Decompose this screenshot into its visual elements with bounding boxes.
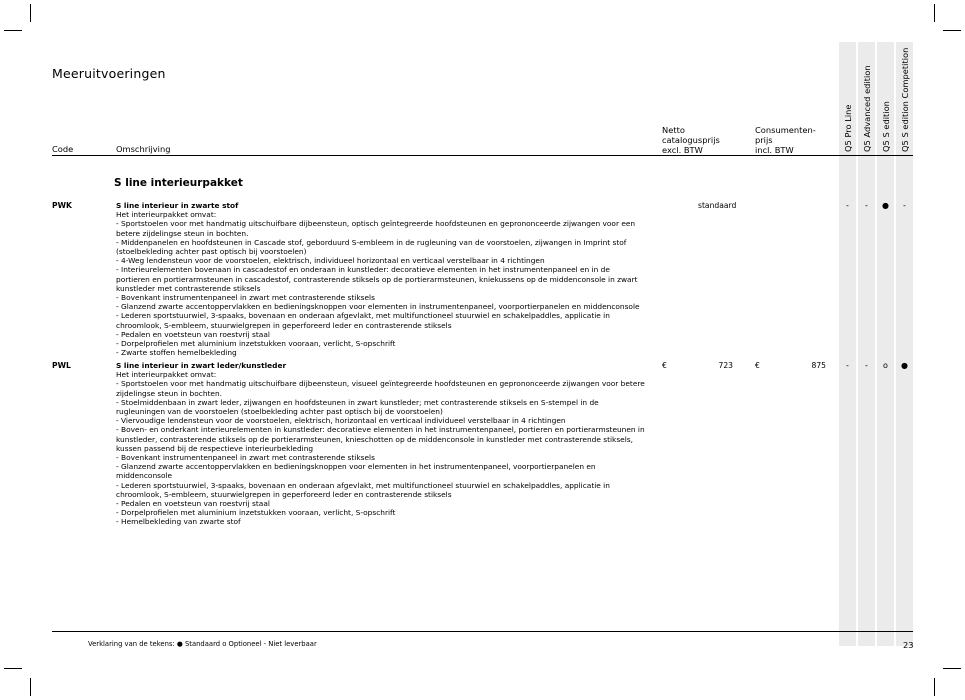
crop-mark (943, 668, 961, 669)
option-title: S line interieur in zwart leder/kunstleder (116, 361, 287, 370)
description-line: - 4-Weg lendensteun voor de voorstoelen, elektrisch, individueel horizontaal en verticaal verstelbaar in 4 richtingen (116, 256, 545, 266)
footer-divider (52, 631, 913, 632)
description-line: Het interieurpakket omvat: (116, 210, 217, 220)
section-title: S line interieurpakket (114, 177, 243, 189)
header-divider (52, 155, 913, 156)
netto-price: 723 (718, 361, 733, 370)
description-line: - Lederen sportstuurwiel, 3-spaaks, bovenaan en onderaan afgevlakt, met multifunctioneel stuurwiel en schakelpaddles, applicatie in chroomlook, S-embleem, stuurwielgrepen in geperforeerd leder en contrasterende stiksels (116, 480, 610, 499)
description-line: - Dorpelprofielen met aluminium inzetstukken vooraan, verlicht, S-opschrift (116, 508, 396, 518)
variant-label: Q5 S edition (881, 101, 891, 152)
description-line: - Bovenkant instrumentenpaneel in zwart met contrasterende stiksels (116, 293, 375, 303)
header-consumer-line: prijs (755, 135, 773, 145)
description-line: - Lederen sportstuurwiel, 3-spaaks, bovenaan en onderaan afgevlakt, met multifunctioneel stuurwiel en schakelpaddles, applicatie in chroomlook, S-embleem, stuurwielgrepen in geperforeerd leder en contrasterende stiksels (116, 311, 610, 330)
consumer-price: 875 (811, 361, 826, 370)
availability-mark: - (846, 201, 849, 210)
availability-mark: - (846, 361, 849, 370)
description-line: - Stoelmiddenbaan in zwart leder, zijwangen en hoofdsteunen in zwart kunstleder; met contrasterende stiksels en S-stempel in de rugleuningen van de voorstoelen (stoelbekleding achter past optisch bij de voorstoelen) (116, 397, 599, 417)
header-consumer-line: incl. BTW (755, 145, 794, 155)
description-line: - Bovenkant instrumentenpaneel in zwart met contrasterende stiksels (116, 453, 375, 463)
availability-mark: o (883, 361, 888, 370)
crop-mark (4, 30, 22, 31)
crop-mark (30, 678, 31, 696)
description-line: Het interieurpakket omvat: (116, 370, 217, 380)
header-consumer (755, 125, 816, 155)
header-omschrijving: Omschrijving (116, 144, 171, 154)
option-description (116, 361, 646, 527)
crop-mark (30, 4, 31, 22)
availability-mark: - (903, 201, 906, 210)
description-line: - Glanzend zwarte accentoppervlakken en bedieningsknoppen voor elementen in instrumentenpaneel, voorportierpanelen en middenconsole (116, 302, 640, 312)
crop-mark (934, 678, 935, 696)
availability-mark: - (865, 361, 868, 370)
option-code: PWL (52, 361, 71, 370)
crop-mark (934, 4, 935, 22)
description-line: - Pedalen en voetsteun van roestvrij staal (116, 329, 270, 339)
description-line: - Dorpelprofielen met aluminium inzetstukken vooraan, verlicht, S-opschrift (116, 339, 396, 349)
page-title: Meeruitvoeringen (52, 66, 166, 81)
header-netto-line: excl. BTW (662, 145, 703, 155)
description-line: - Sportstoelen voor met handmatig uitschuifbare dijbeensteun, visueel geïntegreerde hoofdsteunen en geprononceerde zijwangen voor betere zijdelingse steun in bochten. (116, 379, 645, 398)
page-number: 23 (903, 640, 914, 650)
crop-mark (943, 30, 961, 31)
option-title: S line interieur in zwarte stof (116, 201, 239, 210)
legend-footer: Verklaring van de tekens: ● Standaard o Optioneel - Niet leverbaar (88, 640, 317, 648)
option-code: PWK (52, 201, 72, 210)
availability-mark: - (865, 201, 868, 210)
variant-label: Q5 Advanced edition (862, 65, 872, 152)
description-line: - Viervoudige lendensteun voor de voorstoelen, elektrisch, horizontaal en verticaal individueel verstelbaar in 4 richtingen (116, 416, 566, 426)
description-line: - Middenpanelen en hoofdsteunen in Cascade stof, geborduurd S-embleem in de rugleuning van de voorstoelen, zijwangen in Imprint stof (stoelbekleding achter past optisch bij voorstoelen) (116, 237, 627, 257)
description-line: - Boven- en onderkant interieurelementen in kunstleder: decoratieve elementen in het instrumentenpaneel, portieren en portierarmsteunen in kunstleder, contrasterende stiksels op de portierarmsteunen, knieschotten op de middenconsole in kunstleder met contrasterende stiksels, kussen passend bij de respectieve interieurbekleding (116, 425, 645, 453)
netto-price: standaard (698, 201, 737, 210)
header-code: Code (52, 144, 74, 154)
crop-mark (4, 668, 22, 669)
header-netto-line: Netto (662, 125, 685, 135)
netto-prefix: € (662, 361, 667, 370)
description-line: - Pedalen en voetsteun van roestvrij staal (116, 499, 270, 509)
description-line: - Zwarte stoffen hemelbekleding (116, 348, 237, 358)
description-line: - Hemelbekleding van zwarte stof (116, 517, 241, 527)
header-netto (662, 125, 720, 155)
option-description (116, 201, 646, 357)
header-netto-line: catalogusprijs (662, 135, 720, 145)
availability-mark: ● (882, 201, 889, 210)
variant-label: Q5 Pro Line (843, 104, 853, 152)
availability-mark: ● (901, 361, 908, 370)
description-line: - Interieurelementen bovenaan in cascadestof en onderaan in kunstleder: decoratieve elementen in het instrumentenpaneel en in de portieren en portierarmsteunen in cascadestof, contrasterende stiksels op de portierarmsteunen, kniekussens op de middenconsole in zwart kunstleder met contrasterende stiksels (116, 265, 638, 293)
variant-label: Q5 S edition Competition (900, 47, 910, 152)
consumer-prefix: € (755, 361, 760, 370)
description-line: - Sportstoelen voor met handmatig uitschuifbare dijbeensteun, optisch geïntegreerde hoofdsteunen en geprononceerde zijwangen voor een betere zijdelingse steun in bochten. (116, 219, 636, 238)
header-consumer-line: Consumenten- (755, 125, 816, 135)
description-line: - Glanzend zwarte accentoppervlakken en bedieningsknoppen voor elementen in het instrumentenpaneel, voorportierpanelen en middenconsole (116, 462, 596, 481)
